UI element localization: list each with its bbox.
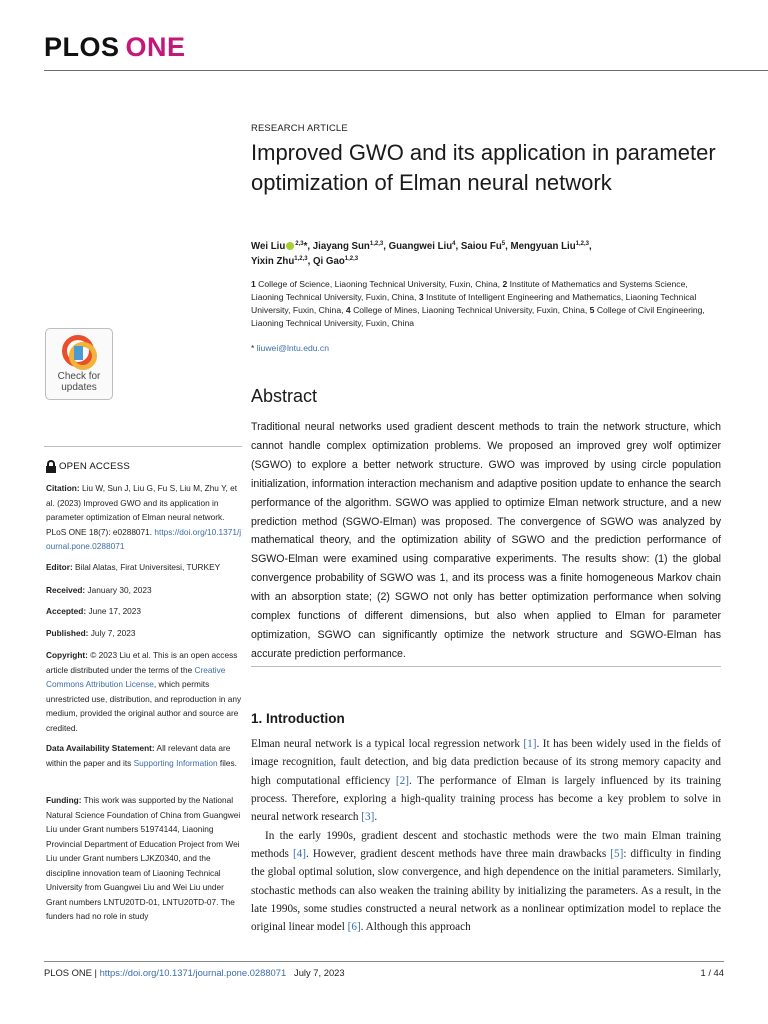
license-link[interactable]: Creative Commons Attribution License [46,664,226,689]
check-for-updates-badge[interactable] [45,328,113,400]
affil-num: 1 [251,279,256,289]
editor-value: Bilal Alatas, Firat Universitesi, TURKEY [75,562,221,572]
data-availability-label: Data Availability Statement: [46,743,155,753]
bookmark-icon [74,346,83,360]
footer-separator: | [94,967,97,978]
email-link[interactable]: liuwei@lntu.edu.cn [256,343,329,353]
author-list: Wei Liu $^{2,3}$*, Jiayang Sun$^{1,2,3}$, Guangwei Liu$^4$, Saiou Fu$^5$, Mengyuan Liu$^{1,2,3}$, Yixin Zhu$^{1,2,3}$, Qi Gao$^{1,2,3}$ [251,241,592,267]
accepted-value: June 17, 2023 [88,606,142,616]
author-name[interactable]: Wei Liu [251,241,286,252]
logo-plos: PLOS [44,32,120,62]
intro-heading: 1. Introduction [251,711,345,726]
affil-num: 2 [502,279,508,289]
page-footer [44,967,345,978]
published-label: Published: [46,628,89,638]
funding-text: This work was supported by the National Natural Science Foundation of China from Guangwei Liu under Grant numbers 51974144, Liaoning Provincial Department of Education Project from Wei Liu under Grant numbers LJKZ0340, and the discipline innovation team of Liaoning Technical University from Guangwei Liu and Wei Liu under Grant numbers LNTU20TD-01, LNTU20TD-07. The funders had no role in study [46,795,241,921]
corresponding-email: * liuwei@lntu.edu.cn [251,343,329,353]
abstract-divider [251,666,721,667]
reference-link[interactable]: [5] [610,848,624,861]
author-name[interactable]: Qi Gao [312,256,345,267]
published-block [46,626,244,641]
intro-text: In the early 1990s, gradient descent and stochastic methods were the two main Elman training methods [251,829,721,861]
journal-logo[interactable] [44,34,186,61]
intro-text: . Although this approach [360,921,471,934]
intro-body [251,735,721,937]
copyright-label: Copyright: [46,650,88,660]
received-value: January 30, 2023 [87,585,152,595]
author-name[interactable]: Yixin Zhu [251,256,295,267]
accepted-label: Accepted: [46,606,87,616]
author-affil-sup: 5 [501,241,506,247]
received-label: Received: [46,585,86,595]
affil-text: Institute of Mathematics and Systems Science, Liaoning Technical University, Fuxin, China, [251,279,688,302]
copyright-text: © 2023 Liu et al. This is an open access article distributed under the terms of the [46,650,238,675]
author-affil-sup: 1,2,3 [369,241,384,247]
affil-num: 4 [345,305,351,315]
footer-divider [44,961,724,962]
intro-text: : difficulty in finding the global optimal solution, slow convergence, and high dependence on the initial parameters. Similarly, stochastic methods can also weaken the training ability by initializing the parameters. As a result, in the late 1990s, some studies constructed a neural network as a nonlinear optimization model to replace the original linear model [251,848,721,934]
author-name[interactable]: Jiayang Sun [312,241,370,252]
received-block [46,583,244,598]
author-affil-sup: 2,3 [295,241,304,247]
editor-label: Editor: [46,562,73,572]
article-type: RESEARCH ARTICLE [251,122,348,133]
intro-text: . It has been widely used in the fields of image recognition, fault detection, and big data prediction because of its strong memory capacity and high computational efficiency [251,738,721,787]
logo-one: ONE [125,32,186,62]
reference-link[interactable]: [6] [347,921,361,934]
copyright-block [46,648,244,735]
sidebar-divider [44,446,242,447]
citation-doi-link[interactable]: https://doi.org/10.1371/journal.pone.0288071 [46,526,242,551]
author-affil-sup: 4 [452,241,456,247]
data-availability-block [46,741,244,770]
data-availability-text-after: files. [219,757,237,768]
intro-text: . [374,811,378,824]
reference-link[interactable]: [4] [292,848,306,861]
open-access-label [46,460,130,473]
affiliations [251,278,721,330]
citation-text: Liu W, Sun J, Liu G, Fu S, Liu M, Zhu Y, et al. (2023) Improved GWO and its application in parameter optimization of Elman neural network. PLoS ONE 18(7): e0288071. [46,483,238,537]
orcid-icon[interactable] [286,242,294,250]
intro-text: Elman neural network is a typical local regression network [251,738,524,750]
author-name[interactable]: Guangwei Liu [388,241,453,252]
citation-block [46,481,244,554]
corresponding-mark: * [303,241,308,252]
intro-paragraph-1 [251,735,721,827]
article-title: Improved GWO and its application in parameter optimization of Elman neural network [251,140,716,195]
citation-label: Citation: [46,483,80,493]
header-divider [44,70,768,71]
affil-num: 5 [589,305,595,315]
author-name[interactable]: Mengyuan Liu [510,241,576,252]
data-availability-text: All relevant data are within the paper and its [46,743,231,768]
footer-date: July 7, 2023 [294,967,345,978]
author-affil-sup: 1,2,3 [294,256,308,262]
reference-link[interactable]: [2] [395,774,409,787]
funding-label: Funding: [46,795,82,805]
footer-journal: PLOS ONE [44,967,92,978]
intro-text: . The performance of Elman is largely influenced by its training process. Therefore, exploring a high-quality training process has become a key problem to solve in neural network research [251,774,721,824]
affil-num: 3 [418,292,424,302]
affil-text: Institute of Intelligent Engineering and Mathematics, Liaoning Technical University, Fuxin, China, [251,292,697,315]
reference-link[interactable]: [3] [361,811,375,824]
editor-block [46,560,244,575]
abstract-text: Traditional neural networks used gradient descent methods to train the network structure, which cannot handle complex optimization problems. We proposed an improved grey wolf optimizer (SGWO) to explore a better network structure. GWO was improved by using circle population initialization, information interaction mechanism and adaptive position update to enhance the search performance of the algorithm. SGWO was applied to optimize Elman network structure, and a new prediction method (SGWO-Elman) was proposed. The convergence of SGWO was analyzed by mathematical theory, and the optimization ability of SGWO and the prediction performance of SGWO-Elman were examined using comparative experiments. The results show: (1) the global convergence probability of SGWO was 1, and its process was a finite homogeneous Markov chain with an absorption state; (2) SGWO not only has better optimization performance when solving complex functions of different dimensions, but also when applied to Elman for parameter optimization, SGWO can significantly optimize the network structure and SGWO-Elman has accurate prediction performance. [251,421,721,660]
badge-line1: Check for [57,371,101,382]
affil-text: College of Science, Liaoning Technical University, Fuxin, China, [258,279,501,289]
open-lock-icon [46,460,56,473]
intro-text: . However, gradient descent methods have three main drawbacks [306,848,611,861]
published-value: July 7, 2023 [90,628,136,638]
author-affil-sup: 1,2,3 [344,256,359,262]
accepted-block [46,604,244,619]
journal-header [44,34,186,61]
footer-doi-link[interactable]: https://doi.org/10.1371/journal.pone.0288071 [99,967,287,978]
reference-link[interactable]: [1] [523,738,537,750]
page-number: 1 / 44 [700,967,724,978]
abstract-heading: Abstract [251,386,318,406]
copyright-text-after: , which permits unrestricted use, distribution, and reproduction in any medium, provided the original author and source are credited. [46,679,242,733]
affil-text: College of Mines, Liaoning Technical University, Fuxin, China, [353,305,588,315]
open-access-text: OPEN ACCESS [59,461,130,472]
funding-block [46,793,244,924]
author-affil-sup: 1,2,3 [575,241,589,247]
intro-paragraph-2 [251,827,721,937]
badge-line2: updates [61,382,97,393]
affil-text: College of Civil Engineering, Liaoning Technical University, Fuxin, China [251,305,705,328]
author-name[interactable]: Saiou Fu [460,241,502,252]
badge-label [46,371,112,393]
supporting-information-link[interactable]: Supporting Information [133,757,218,768]
